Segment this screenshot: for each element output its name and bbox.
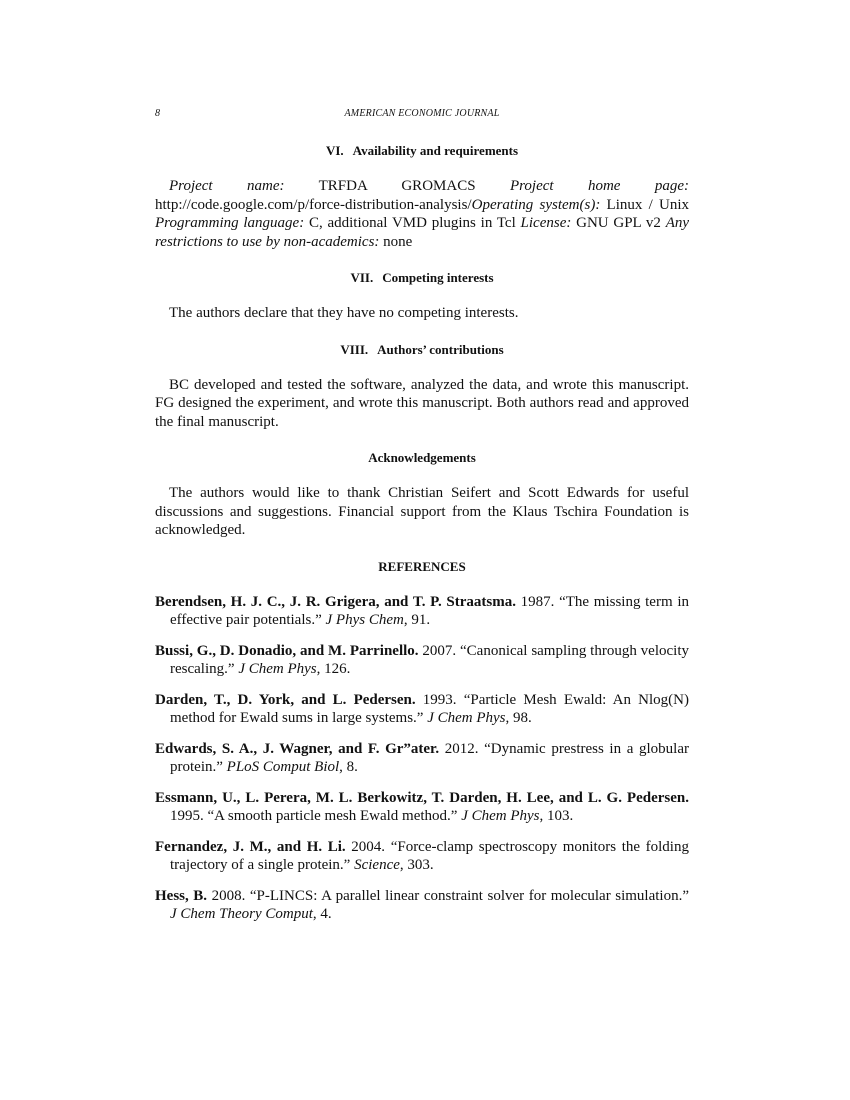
reference-details: 2012. “Dynamic prestress in a globular protein.” bbox=[170, 740, 689, 775]
restrictions-label: Any restrictions to use by non-academics: bbox=[155, 215, 690, 250]
license-value: GNU GPL v2 bbox=[576, 215, 661, 231]
reference-volume: , 303. bbox=[399, 857, 434, 873]
home-page-label: Project home page: bbox=[509, 178, 689, 194]
reference-volume: , 91. bbox=[403, 612, 431, 628]
section-number: VI. bbox=[325, 143, 344, 158]
reference-item bbox=[155, 691, 689, 728]
section-heading-acknowledgements bbox=[155, 449, 689, 466]
reference-volume: , 126. bbox=[316, 661, 351, 677]
reference-volume: , 103. bbox=[539, 808, 574, 824]
language-value: C, additional VMD plugins in Tcl bbox=[308, 215, 516, 231]
section-title: Authors’ contributions bbox=[377, 341, 504, 357]
reference-details: 2007. “Canonical sampling through velocity rescaling.” bbox=[170, 642, 689, 677]
reference-journal: J Chem Theory Comput bbox=[170, 906, 313, 922]
reference-journal: Science bbox=[354, 857, 400, 873]
reference-item bbox=[155, 642, 689, 679]
reference-authors: Bussi, G., D. Donadio, and M. Parrinello. bbox=[155, 642, 419, 659]
reference-details: 2008. “P-LINCS: A parallel linear constraint solver for molecular simulation.” bbox=[207, 887, 689, 904]
reference-item bbox=[155, 593, 689, 630]
os-value: Linux / Unix bbox=[606, 196, 689, 213]
reference-authors: Darden, T., D. York, and L. Pedersen. bbox=[155, 691, 416, 708]
reference-volume: , 98. bbox=[505, 710, 532, 726]
os-label: Operating system(s): bbox=[471, 196, 601, 213]
reference-authors: Berendsen, H. J. C., J. R. Grigera, and T. P. Straatsma. bbox=[155, 593, 516, 610]
section-title: Availability and requirements bbox=[352, 143, 519, 158]
reference-journal: J Chem Phys bbox=[427, 710, 506, 726]
project-name-value: TRFDA GROMACS bbox=[318, 178, 476, 194]
project-name-label: Project name: bbox=[169, 178, 285, 194]
reference-authors: Hess, B. bbox=[155, 887, 208, 904]
reference-item bbox=[155, 887, 689, 924]
reference-details: 1995. “A smooth particle mesh Ewald method.” bbox=[170, 808, 462, 824]
reference-journal: J Chem Phys bbox=[461, 808, 540, 824]
section-number: VII. bbox=[350, 270, 374, 285]
page-number: 8 bbox=[155, 108, 161, 119]
reference-journal: J Phys Chem bbox=[325, 612, 404, 628]
availability-paragraph bbox=[155, 177, 689, 251]
reference-details: 1993. “Particle Mesh Ewald: An Nlog(N) method for Ewald sums in large systems.” bbox=[170, 691, 689, 726]
reference-details: 1987. “The missing term in effective pair potentials.” bbox=[170, 593, 689, 628]
license-label: License: bbox=[520, 215, 572, 231]
reference-volume: , 4. bbox=[312, 906, 332, 922]
section-heading-contributions bbox=[155, 341, 689, 358]
section-number: VIII. bbox=[340, 341, 369, 357]
language-label: Programming language: bbox=[155, 215, 305, 231]
contributions-paragraph: BC developed and tested the software, analyzed the data, and wrote this manuscript. FG designed the experiment, and wrote this manuscript. Both authors read and approved the final manuscript. bbox=[155, 376, 689, 430]
reference-item bbox=[155, 838, 689, 875]
reference-journal: J Chem Phys bbox=[238, 661, 317, 677]
acknowledgements-paragraph: The authors would like to thank Christian Seifert and Scott Edwards for useful discussions and suggestions. Financial support from the Klaus Tschira Foundation is acknowledged. bbox=[155, 485, 689, 538]
reference-volume: , 8. bbox=[339, 759, 358, 775]
reference-authors: Essmann, U., L. Perera, M. L. Berkowitz, T. Darden, H. Lee, and L. G. Pedersen. bbox=[155, 789, 689, 806]
section-title: Acknowledgements bbox=[368, 450, 476, 465]
section-title: REFERENCES bbox=[378, 558, 466, 574]
competing-paragraph: The authors declare that they have no competing interests. bbox=[169, 305, 519, 321]
journal-name: AMERICAN ECONOMIC JOURNAL bbox=[344, 108, 500, 119]
reference-item bbox=[155, 740, 689, 777]
reference-journal: PLoS Comput Biol bbox=[226, 759, 340, 775]
reference-item bbox=[155, 789, 689, 826]
running-head bbox=[155, 106, 689, 124]
reference-authors: Fernandez, J. M., and H. Li. bbox=[155, 838, 346, 855]
section-title: Competing interests bbox=[382, 270, 494, 285]
home-page-url[interactable]: http://code.google.com/p/force-distribution-analysis/ bbox=[155, 196, 472, 213]
section-heading-competing bbox=[155, 269, 689, 286]
reference-authors: Edwards, S. A., J. Wagner, and F. Gr”ater. bbox=[155, 740, 440, 757]
section-heading-availability bbox=[155, 142, 689, 159]
restrictions-value: none bbox=[383, 233, 413, 250]
reference-details: 2004. “Force-clamp spectroscopy monitors the folding trajectory of a single protein.” bbox=[170, 838, 689, 873]
paper-page bbox=[155, 106, 689, 936]
section-heading-references bbox=[155, 558, 689, 575]
reference-list bbox=[155, 593, 689, 924]
